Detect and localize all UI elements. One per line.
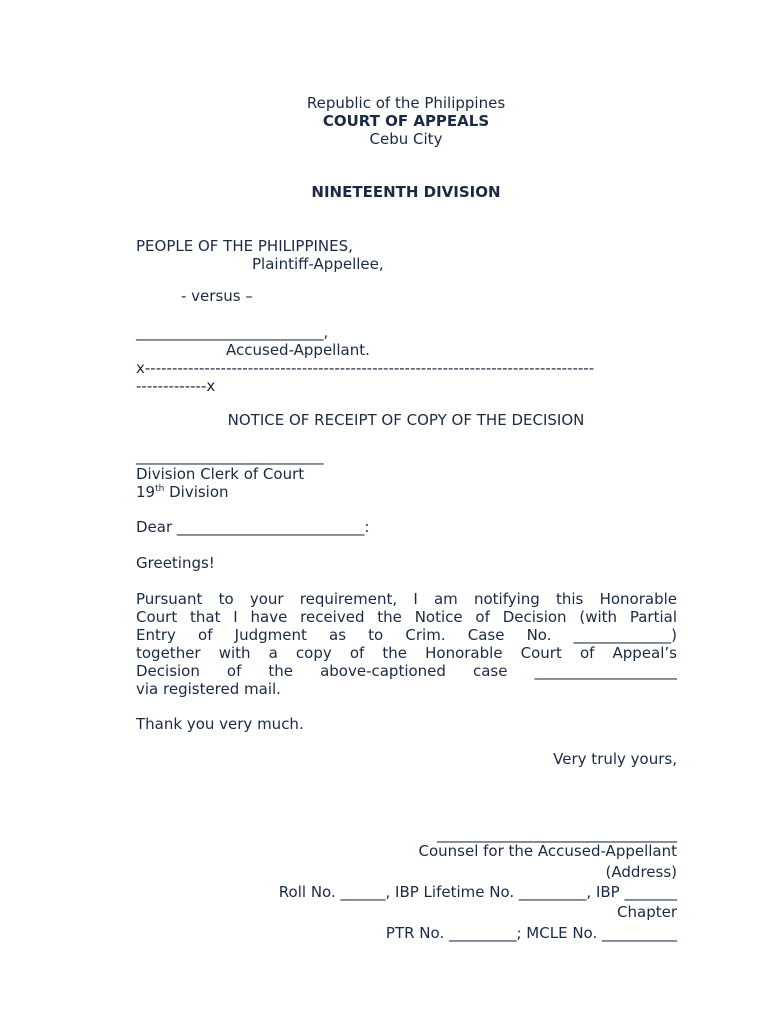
- body-line-3: Entry of Judgment as to Crim. Case No. _____________): [136, 626, 677, 644]
- header-court: COURT OF APPEALS: [322, 112, 490, 130]
- signature-roll-ibp: Roll No. ______, IBP Lifetime No. _________, IBP _______: [278, 883, 677, 901]
- caption-separator-line-2: -------------x: [136, 377, 216, 395]
- body-line-1: Pursuant to your requirement, I am notifying this Honorable: [136, 590, 677, 608]
- signature-chapter: Chapter: [617, 903, 677, 921]
- signature-line: ________________________________: [437, 825, 677, 843]
- accused-name-blank: _________________________,: [136, 323, 329, 341]
- body-line-4: together with a copy of the Honorable Court of Appeal’s: [136, 644, 677, 662]
- versus-label: - versus –: [181, 287, 253, 305]
- plaintiff-name: PEOPLE OF THE PHILIPPINES,: [136, 237, 353, 255]
- caption-separator-line-1: x-----------------------------------------------------------------------------------: [136, 359, 595, 377]
- signature-ptr-mcle: PTR No. _________; MCLE No. __________: [385, 924, 677, 942]
- closing-line: Very truly yours,: [553, 750, 677, 768]
- document-title: NOTICE OF RECEIPT OF COPY OF THE DECISION: [227, 411, 585, 429]
- header-city: Cebu City: [369, 130, 443, 148]
- plaintiff-role: Plaintiff-Appellee,: [252, 255, 384, 273]
- thanks-line: Thank you very much.: [136, 715, 304, 733]
- body-line-2: Court that I have received the Notice of Decision (with Partial: [136, 608, 677, 626]
- addressee-division: 19th Division: [136, 483, 229, 501]
- header-division: NINETEENTH DIVISION: [311, 183, 501, 201]
- addressee-title: Division Clerk of Court: [136, 465, 305, 483]
- salutation: Dear _________________________:: [136, 518, 370, 536]
- accused-role: Accused-Appellant.: [226, 341, 370, 359]
- addressee-blank: _________________________: [136, 447, 324, 465]
- body-line-6: via registered mail.: [136, 680, 281, 698]
- body-line-5: Decision of the above-captioned case ___________________: [136, 662, 677, 680]
- signature-address: (Address): [605, 863, 677, 881]
- signature-role: Counsel for the Accused-Appellant: [418, 842, 677, 860]
- header-republic: Republic of the Philippines: [306, 94, 506, 112]
- greeting: Greetings!: [136, 554, 215, 572]
